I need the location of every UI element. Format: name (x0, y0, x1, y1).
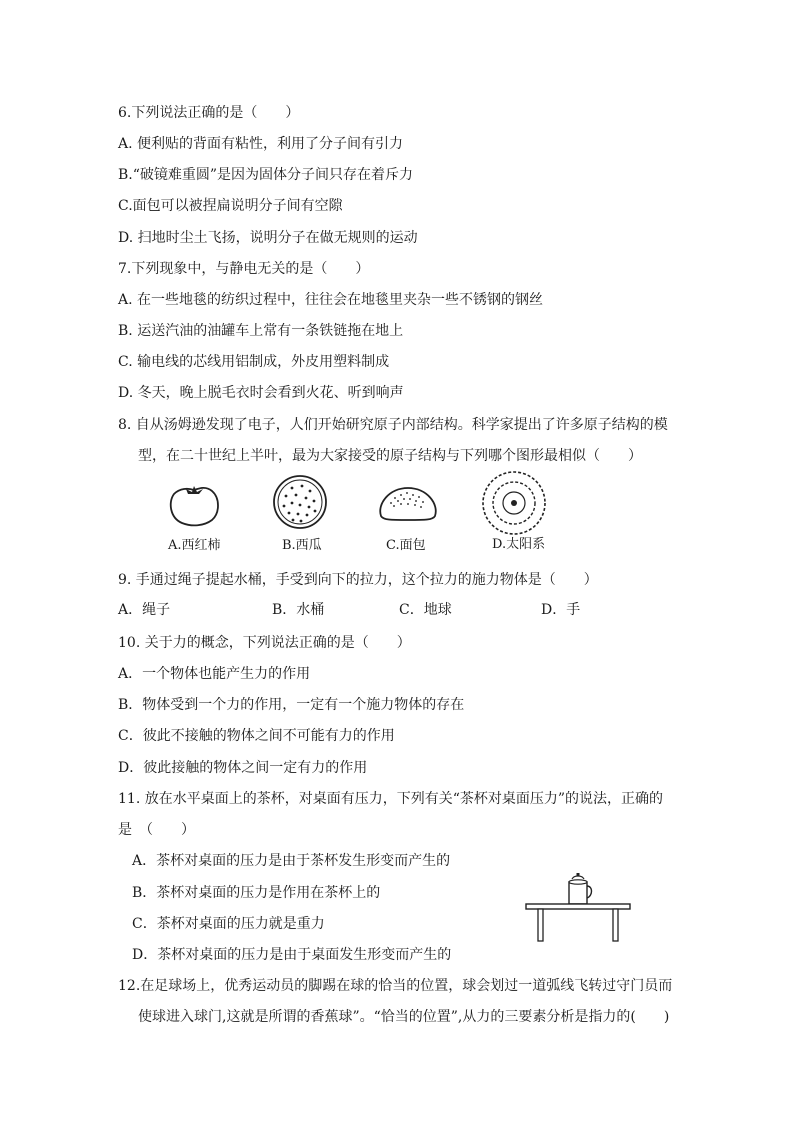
figure-d-caption: D.太阳系 (492, 537, 546, 552)
watermelon-icon (272, 474, 328, 530)
solar-system-icon (481, 470, 547, 536)
question-7-option-b: B. 运送汽油的油罐车上常有一条铁链拖在地上 (118, 323, 404, 339)
question-12-stem-line-1: 12.在足球场上，优秀运动员的脚踢在球的恰当的位置，球会划过一道弧线飞转过守门员而 (118, 978, 673, 994)
tomato-icon (166, 480, 222, 528)
question-6-option-b: B.“破镜难重圆”是因为固体分子间只存在着斥力 (118, 167, 414, 183)
figure-a-caption: A.西红柿 (168, 538, 221, 553)
question-9-option-a: A．绳子 (118, 602, 171, 618)
question-8-stem-line-2: 型，在二十世纪上半叶，最为大家接受的原子结构与下列哪个图形最相似（ ） (138, 448, 642, 464)
question-7-option-c: C. 输电线的芯线用铝制成，外皮用塑料制成 (118, 354, 390, 370)
question-11-option-d: D．茶杯对桌面的压力是由于桌面发生形变而产生的 (132, 947, 452, 963)
question-6-option-a: A. 便利贴的背面有粘性，利用了分子间有引力 (118, 136, 404, 152)
question-10-option-d: D．彼此接触的物体之间一定有力的作用 (118, 760, 368, 776)
question-6-option-d: D. 扫地时尘土飞扬，说明分子在做无规则的运动 (118, 230, 418, 246)
question-9-option-c: C．地球 (399, 602, 452, 618)
question-12-stem-line-2: 使球进入球门,这就是所谓的香蕉球”。“恰当的位置”,从力的三要素分析是指力的( ) (138, 1009, 670, 1025)
question-9-stem: 9. 手通过绳子提起水桶，手受到向下的拉力，这个拉力的施力物体是（ ） (118, 572, 598, 588)
question-11-stem-line-2: 是 （ ） (118, 822, 195, 838)
question-10-option-c: C．彼此不接触的物体之间不可能有力的作用 (118, 728, 395, 744)
question-11-option-a: A．茶杯对桌面的压力是由于茶杯发生形变而产生的 (132, 853, 451, 869)
question-9-option-d: D．手 (541, 602, 581, 618)
question-10-option-b: B．物体受到一个力的作用，一定有一个施力物体的存在 (118, 697, 465, 713)
question-11-option-c: C．茶杯对桌面的压力就是重力 (132, 916, 325, 932)
question-7-option-d: D. 冬天，晚上脱毛衣时会看到火花、听到响声 (118, 385, 404, 401)
teacup-on-table-icon (524, 870, 632, 944)
question-11-option-b: B．茶杯对桌面的压力是作用在茶杯上的 (132, 885, 381, 901)
question-6-stem: 6.下列说法正确的是（ ） (118, 105, 300, 121)
question-9-option-b: B．水桶 (272, 602, 325, 618)
question-6-option-c: C.面包可以被捏扁说明分子间有空隙 (118, 198, 343, 214)
bread-icon (375, 484, 441, 522)
question-11-stem-line-1: 11. 放在水平桌面上的茶杯，对桌面有压力，下列有关“茶杯对桌面压力”的说法，正确的 (118, 791, 664, 807)
question-8-stem-line-1: 8. 自从汤姆逊发现了电子，人们开始研究原子内部结构。科学家提出了许多原子结构的模 (118, 417, 668, 433)
question-7-option-a: A. 在一些地毯的纺织过程中，往往会在地毯里夹杂一些不锈钢的钢丝 (118, 292, 544, 308)
figure-c-caption: C.面包 (386, 538, 426, 553)
figure-b-caption: B.西瓜 (282, 538, 322, 553)
question-10-stem: 10. 关于力的概念，下列说法正确的是（ ） (118, 635, 411, 651)
question-10-option-a: A．一个物体也能产生力的作用 (118, 666, 311, 682)
question-7-stem: 7.下列现象中，与静电无关的是（ ） (118, 261, 370, 277)
